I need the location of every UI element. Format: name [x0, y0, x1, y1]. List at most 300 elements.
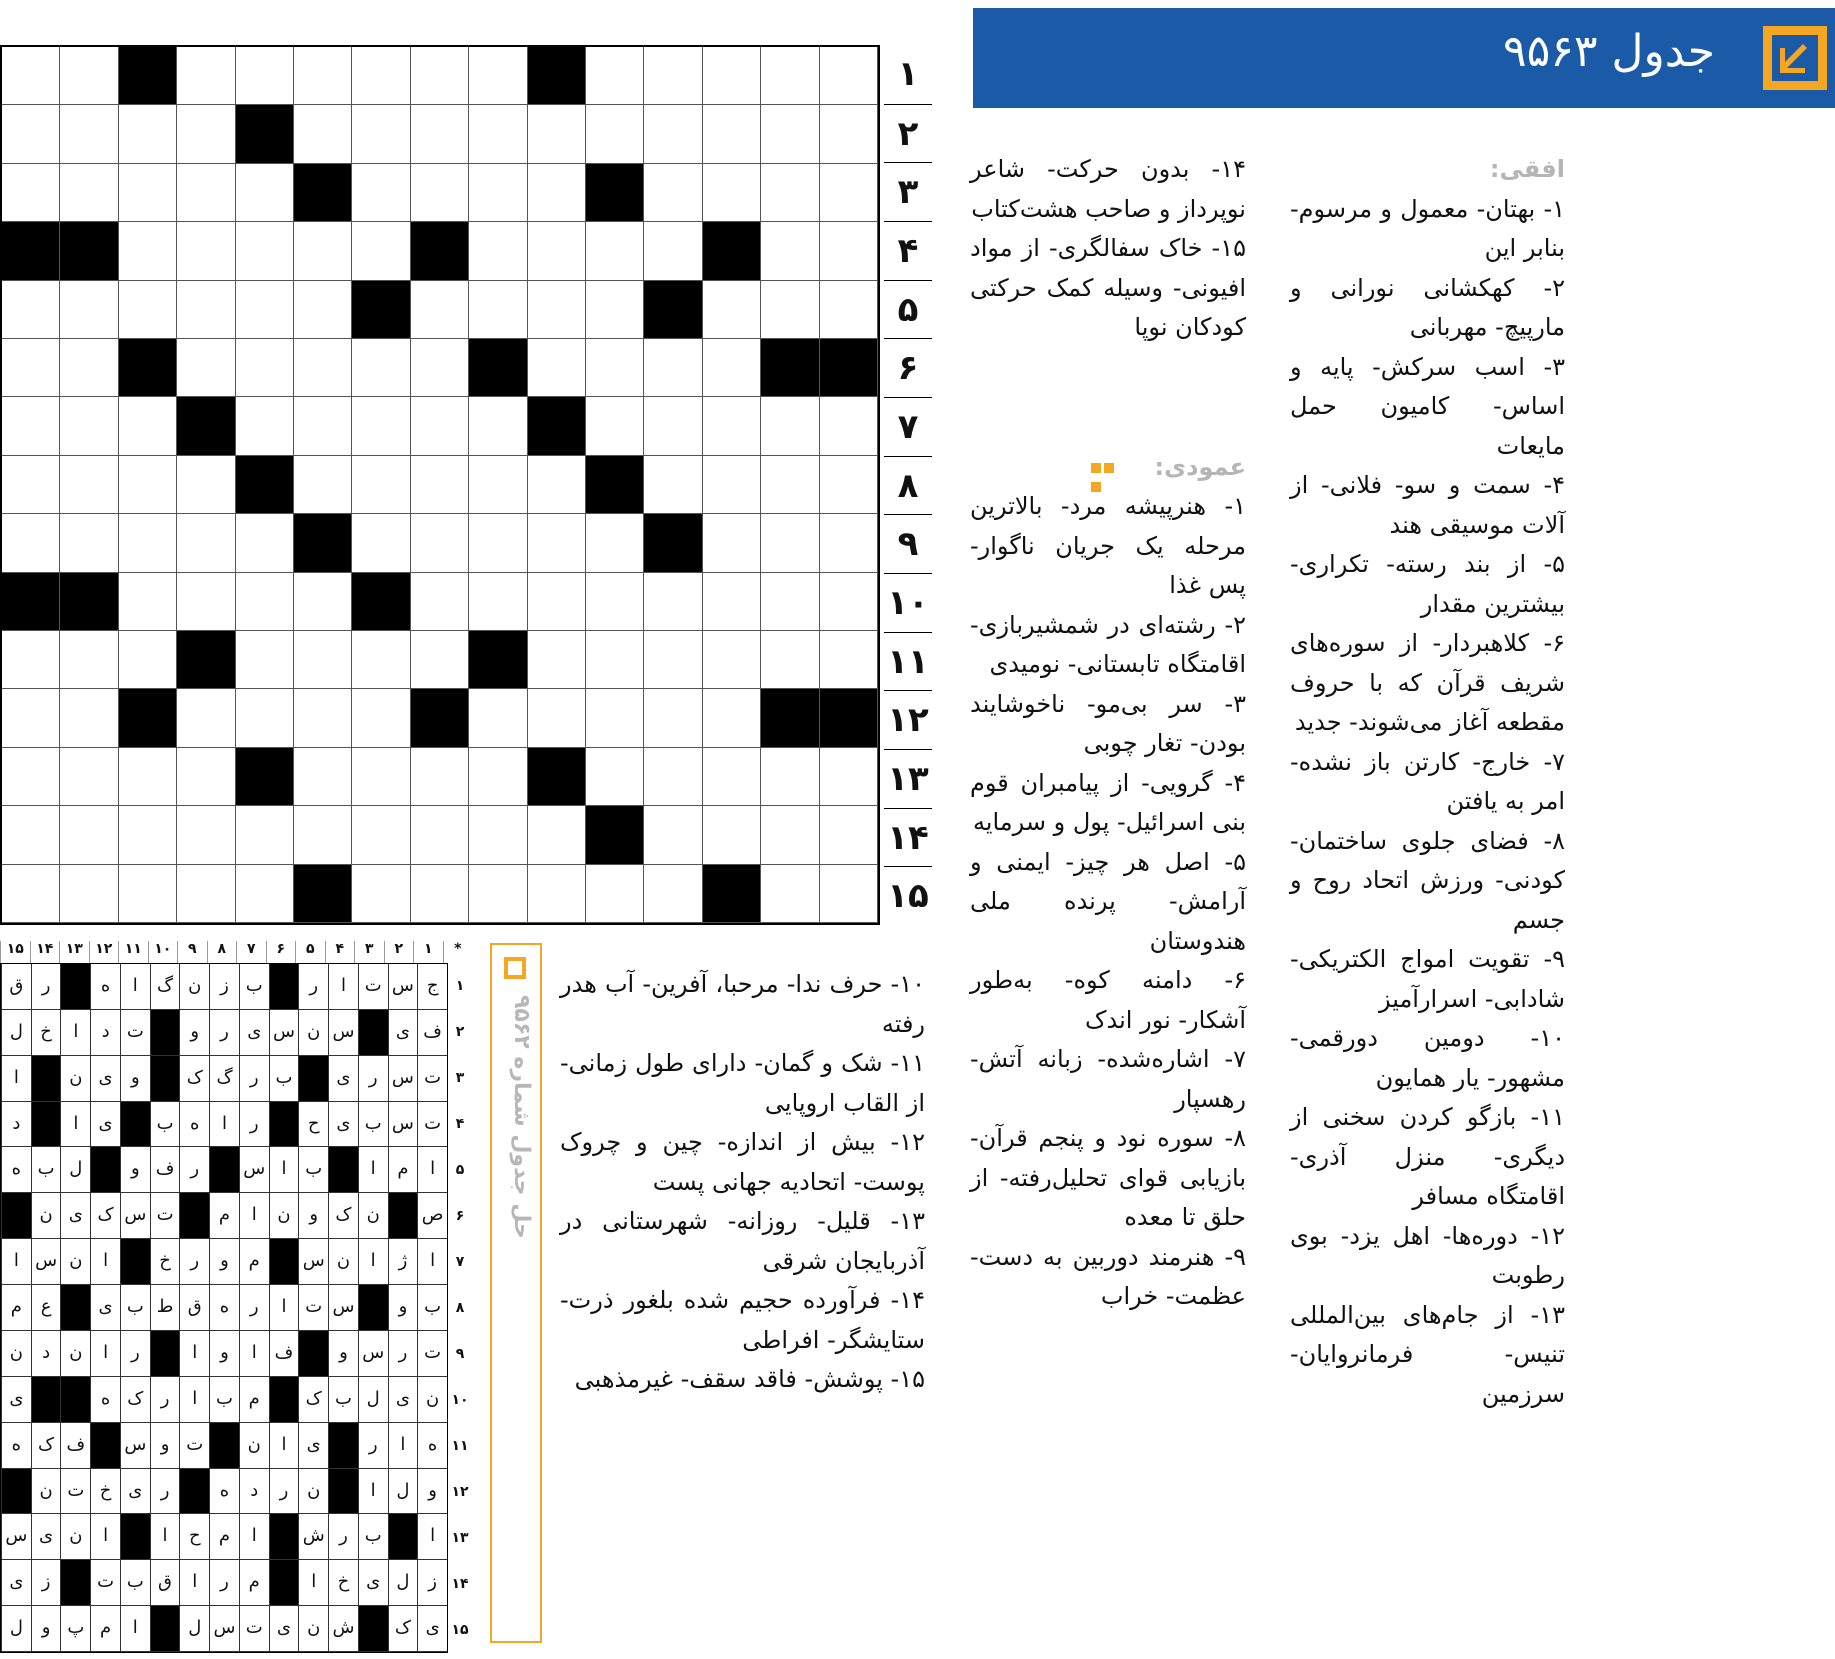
solution-cell: و [417, 1469, 447, 1515]
solution-column-header: * [443, 941, 473, 963]
solution-black-cell [31, 1102, 61, 1148]
solution-cell: و [209, 1331, 239, 1377]
clue-h-5: ۵- از بند رسته- تکراری- بیشترین مقدار [1290, 550, 1565, 618]
grid-cell[interactable] [586, 222, 644, 280]
grid-cell[interactable] [352, 164, 410, 222]
solution-cell: س [358, 1331, 388, 1377]
grid-cell[interactable] [236, 689, 294, 747]
grid-cell[interactable] [177, 514, 235, 572]
grid-cell[interactable] [761, 281, 819, 339]
grid-cell[interactable] [761, 865, 819, 923]
grid-cell[interactable] [2, 514, 60, 572]
grid-cell[interactable] [352, 105, 410, 163]
solution-cell: س [269, 1010, 299, 1056]
grid-cell[interactable] [469, 806, 527, 864]
grid-cell[interactable] [294, 806, 352, 864]
grid-cell[interactable] [60, 689, 118, 747]
grid-cell[interactable] [820, 865, 878, 923]
grid-cell[interactable] [294, 47, 352, 105]
grid-cell[interactable] [411, 164, 469, 222]
solution-cell: ت [120, 1010, 150, 1056]
black-cell [528, 748, 586, 806]
black-cell [586, 456, 644, 514]
grid-cell[interactable] [294, 748, 352, 806]
grid-cell[interactable] [528, 573, 586, 631]
grid-cell[interactable] [236, 281, 294, 339]
grid-cell[interactable] [528, 514, 586, 572]
grid-cell[interactable] [703, 397, 761, 455]
grid-cell[interactable] [761, 573, 819, 631]
grid-cell[interactable] [703, 456, 761, 514]
row-number: ۶ [884, 338, 932, 397]
clue-v-8: ۸- سوره نود و پنجم قرآن- بازیابی قوای تحلیل‌رفته- از حلق تا معده [970, 1124, 1246, 1231]
grid-cell[interactable] [60, 339, 118, 397]
grid-cell[interactable] [820, 748, 878, 806]
grid-cell[interactable] [119, 748, 177, 806]
grid-cell[interactable] [411, 748, 469, 806]
grid-cell[interactable] [60, 105, 118, 163]
grid-cell[interactable] [60, 631, 118, 689]
grid-cell[interactable] [60, 514, 118, 572]
grid-cell[interactable] [294, 105, 352, 163]
grid-cell[interactable] [586, 631, 644, 689]
grid-cell[interactable] [528, 222, 586, 280]
grid-cell[interactable] [177, 806, 235, 864]
grid-cell[interactable] [703, 748, 761, 806]
solution-cell: خ [328, 1560, 358, 1606]
grid-cell[interactable] [644, 456, 702, 514]
grid-cell[interactable] [644, 689, 702, 747]
grid-cell[interactable] [352, 222, 410, 280]
grid-cell[interactable] [469, 865, 527, 923]
grid-cell[interactable] [469, 222, 527, 280]
clue-h-11: ۱۱- بازگو کردن سخنی از دیگری- منزل آذری- اقامتگاه مسافر [1290, 1103, 1565, 1210]
crossword-grid [0, 45, 880, 925]
grid-cell[interactable] [411, 573, 469, 631]
grid-cell[interactable] [469, 573, 527, 631]
grid-cell[interactable] [60, 456, 118, 514]
solution-cell: ی [298, 1423, 328, 1469]
grid-cell[interactable] [411, 397, 469, 455]
grid-cell[interactable] [352, 456, 410, 514]
solution-cell: و [209, 1239, 239, 1285]
grid-cell[interactable] [119, 164, 177, 222]
grid-cell[interactable] [644, 397, 702, 455]
grid-cell[interactable] [761, 748, 819, 806]
grid-cell[interactable] [761, 397, 819, 455]
grid-cell[interactable] [2, 689, 60, 747]
grid-cell[interactable] [761, 164, 819, 222]
grid-cell[interactable] [2, 281, 60, 339]
grid-cell[interactable] [820, 456, 878, 514]
grid-cell[interactable] [469, 397, 527, 455]
solution-cell: ر [31, 964, 61, 1010]
grid-cell[interactable] [294, 281, 352, 339]
grid-cell[interactable] [644, 222, 702, 280]
grid-cell[interactable] [294, 573, 352, 631]
grid-cell[interactable] [294, 631, 352, 689]
solution-cell: س [209, 1606, 239, 1652]
solution-cell: ب [328, 1377, 358, 1423]
grid-cell[interactable] [703, 514, 761, 572]
grid-cell[interactable] [820, 631, 878, 689]
grid-cell[interactable] [703, 689, 761, 747]
grid-cell[interactable] [469, 105, 527, 163]
grid-cell[interactable] [352, 631, 410, 689]
grid-cell[interactable] [703, 806, 761, 864]
grid-cell[interactable] [528, 865, 586, 923]
grid-cell[interactable] [469, 456, 527, 514]
grid-cell[interactable] [60, 397, 118, 455]
solution-cell: و [120, 1056, 150, 1102]
grid-cell[interactable] [469, 164, 527, 222]
grid-cell[interactable] [586, 397, 644, 455]
grid-cell[interactable] [236, 806, 294, 864]
black-cell [236, 105, 294, 163]
grid-cell[interactable] [2, 105, 60, 163]
grid-cell[interactable] [294, 689, 352, 747]
grid-cell[interactable] [761, 222, 819, 280]
grid-cell[interactable] [586, 514, 644, 572]
grid-cell[interactable] [528, 689, 586, 747]
grid-cell[interactable] [236, 514, 294, 572]
grid-cell[interactable] [586, 748, 644, 806]
solution-cell: ا [60, 1010, 90, 1056]
grid-cell[interactable] [528, 164, 586, 222]
solution-cell: ب [209, 1377, 239, 1423]
solution-cell: ن [298, 1469, 328, 1515]
clue-h-4: ۴- سمت و سو- فلانی- از آلات موسیقی هند [1290, 471, 1565, 539]
black-cell [177, 397, 235, 455]
solution-cell: و [328, 1331, 358, 1377]
solution-cell: د [31, 1331, 61, 1377]
solution-black-cell [388, 1514, 418, 1560]
row-number: ۱۴ [884, 808, 932, 867]
solution-cell: ا [239, 1193, 269, 1239]
grid-cell[interactable] [528, 806, 586, 864]
grid-cell[interactable] [528, 456, 586, 514]
black-cell [644, 514, 702, 572]
grid-cell[interactable] [236, 339, 294, 397]
solution-cell: ا [358, 1469, 388, 1515]
grid-cell[interactable] [236, 222, 294, 280]
solution-cell: ی [90, 1285, 120, 1331]
black-cell [294, 865, 352, 923]
solution-cell: ب [120, 1560, 150, 1606]
grid-cell[interactable] [469, 689, 527, 747]
solution-cell: ر [209, 1010, 239, 1056]
grid-cell[interactable] [236, 631, 294, 689]
grid-cell[interactable] [469, 281, 527, 339]
grid-cell[interactable] [236, 164, 294, 222]
grid-cell[interactable] [177, 689, 235, 747]
grid-cell[interactable] [119, 514, 177, 572]
solution-black-cell [120, 1239, 150, 1285]
solution-cell: ت [298, 1285, 328, 1331]
grid-cell[interactable] [60, 47, 118, 105]
grid-cell[interactable] [761, 514, 819, 572]
logo-icon [1763, 26, 1827, 90]
solution-cell: ک [298, 1377, 328, 1423]
solution-black-cell [328, 1423, 358, 1469]
grid-cell[interactable] [469, 514, 527, 572]
solution-cell: ا [1, 1239, 31, 1285]
solution-row-header: ۱۰ [451, 1392, 469, 1408]
grid-cell[interactable] [60, 748, 118, 806]
grid-cell[interactable] [644, 631, 702, 689]
grid-cell[interactable] [352, 514, 410, 572]
clue-h-2: ۲- کهکشانی نورانی و مارپیچ- مهربانی [1290, 273, 1565, 341]
solution-cell: خ [31, 1010, 61, 1056]
grid-cell[interactable] [2, 456, 60, 514]
grid-cell[interactable] [761, 105, 819, 163]
solution-cell: ت [90, 1560, 120, 1606]
solution-cell: ب [298, 1147, 328, 1193]
grid-cell[interactable] [119, 397, 177, 455]
solution-cell: ی [388, 1377, 418, 1423]
black-cell [586, 164, 644, 222]
solution-black-cell [1, 1193, 31, 1239]
grid-cell[interactable] [2, 397, 60, 455]
solution-cell: ن [60, 1331, 90, 1377]
grid-cell[interactable] [352, 806, 410, 864]
grid-cell[interactable] [236, 47, 294, 105]
solution-cell: س [388, 1102, 418, 1148]
clue-v-11: ۱۱- شک و گمان- دارای طول زمانی- از القاب اروپایی [560, 1049, 925, 1117]
grid-cell[interactable] [703, 281, 761, 339]
black-cell [119, 339, 177, 397]
grid-cell[interactable] [352, 47, 410, 105]
grid-cell[interactable] [528, 281, 586, 339]
grid-cell[interactable] [703, 573, 761, 631]
solution-table [0, 941, 472, 1656]
grid-cell[interactable] [236, 865, 294, 923]
grid-cell[interactable] [294, 397, 352, 455]
grid-cell[interactable] [2, 339, 60, 397]
solution-cell: س [298, 1239, 328, 1285]
grid-cell[interactable] [2, 631, 60, 689]
grid-cell[interactable] [469, 47, 527, 105]
grid-cell[interactable] [820, 222, 878, 280]
grid-cell[interactable] [586, 689, 644, 747]
grid-cell[interactable] [177, 573, 235, 631]
solution-row-header: ۱ [455, 978, 465, 994]
solution-cell: خ [90, 1469, 120, 1515]
grid-cell[interactable] [703, 105, 761, 163]
grid-cell[interactable] [644, 164, 702, 222]
grid-cell[interactable] [820, 573, 878, 631]
solution-column-header: ۷ [236, 941, 266, 963]
solution-cell: س [120, 1193, 150, 1239]
grid-cell[interactable] [352, 689, 410, 747]
grid-cell[interactable] [177, 222, 235, 280]
solution-cell: ر [209, 1560, 239, 1606]
grid-cell[interactable] [820, 281, 878, 339]
grid-cell[interactable] [294, 456, 352, 514]
solution-cell: ی [90, 1102, 120, 1148]
grid-cell[interactable] [119, 456, 177, 514]
grid-cell[interactable] [411, 514, 469, 572]
grid-cell[interactable] [703, 47, 761, 105]
grid-cell[interactable] [119, 573, 177, 631]
grid-cell[interactable] [411, 806, 469, 864]
grid-cell[interactable] [2, 164, 60, 222]
grid-cell[interactable] [528, 105, 586, 163]
grid-cell[interactable] [2, 47, 60, 105]
solution-black-cell [298, 1331, 328, 1377]
grid-cell[interactable] [352, 865, 410, 923]
solution-cell: س [31, 1239, 61, 1285]
solution-cell: ب [358, 1102, 388, 1148]
grid-cell[interactable] [820, 397, 878, 455]
solution-cell: ا [179, 1331, 209, 1377]
solution-cell: ا [417, 1239, 447, 1285]
row-number: ۱۵ [884, 866, 932, 925]
grid-cell[interactable] [528, 631, 586, 689]
grid-cell[interactable] [411, 631, 469, 689]
solution-column-header: ۱۲ [89, 941, 119, 963]
grid-cell[interactable] [177, 748, 235, 806]
solution-cell: ه [1, 1423, 31, 1469]
grid-cell[interactable] [294, 222, 352, 280]
grid-cell[interactable] [586, 105, 644, 163]
solution-cell: خ [150, 1239, 180, 1285]
grid-cell[interactable] [761, 631, 819, 689]
clue-v-14: ۱۴- فرآورده حجیم شده بلغور ذرت- ستایشگر- افراطی [560, 1286, 925, 1354]
grid-cell[interactable] [119, 281, 177, 339]
solution-cell: ت [417, 1056, 447, 1102]
grid-cell[interactable] [644, 47, 702, 105]
solution-cell: ر [358, 1423, 388, 1469]
grid-cell[interactable] [644, 806, 702, 864]
grid-cell[interactable] [411, 281, 469, 339]
solution-cell: ک [120, 1377, 150, 1423]
grid-cell[interactable] [60, 281, 118, 339]
grid-cell[interactable] [411, 105, 469, 163]
grid-cell[interactable] [236, 397, 294, 455]
black-cell [60, 573, 118, 631]
grid-cell[interactable] [352, 748, 410, 806]
grid-cell[interactable] [119, 222, 177, 280]
solution-cell: س [328, 1010, 358, 1056]
grid-cell[interactable] [2, 806, 60, 864]
solution-cell: ل [179, 1606, 209, 1652]
solution-cell: ز [209, 964, 239, 1010]
grid-cell[interactable] [119, 631, 177, 689]
solution-column-header: ۸ [207, 941, 237, 963]
black-cell [236, 456, 294, 514]
grid-cell[interactable] [60, 806, 118, 864]
grid-cell[interactable] [411, 865, 469, 923]
grid-cell[interactable] [2, 748, 60, 806]
grid-cell[interactable] [177, 456, 235, 514]
grid-cell[interactable] [761, 456, 819, 514]
grid-cell[interactable] [60, 865, 118, 923]
vertical-clues-continued [560, 965, 925, 1400]
row-number: ۲ [884, 104, 932, 163]
solution-row-header: ۲ [455, 1024, 465, 1040]
solution-cell: ر [150, 1377, 180, 1423]
solution-cell: ر [239, 1102, 269, 1148]
grid-cell[interactable] [60, 164, 118, 222]
grid-cell[interactable] [411, 456, 469, 514]
grid-cell[interactable] [586, 573, 644, 631]
solution-cell: ا [269, 1285, 299, 1331]
solution-cell: پ [60, 1606, 90, 1652]
clue-v-5: ۵- اصل هر چیز- ایمنی و آرامش- پرنده ملی هندوستان [970, 847, 1246, 955]
grid-cell[interactable] [586, 281, 644, 339]
grid-cell[interactable] [294, 339, 352, 397]
clue-v-2: ۲- رشته‌ای در شمشیربازی- اقامتگاه تابستانی- نومیدی [970, 610, 1246, 678]
grid-cell[interactable] [177, 281, 235, 339]
grid-cell[interactable] [820, 806, 878, 864]
grid-cell[interactable] [119, 105, 177, 163]
solution-cell: د [90, 1010, 120, 1056]
grid-cell[interactable] [586, 339, 644, 397]
grid-cell[interactable] [352, 397, 410, 455]
grid-cell[interactable] [703, 631, 761, 689]
grid-cell[interactable] [236, 573, 294, 631]
grid-cell[interactable] [119, 806, 177, 864]
grid-cell[interactable] [761, 47, 819, 105]
grid-cell[interactable] [177, 164, 235, 222]
solution-cell: ع [31, 1285, 61, 1331]
grid-cell[interactable] [761, 806, 819, 864]
grid-cell[interactable] [177, 865, 235, 923]
grid-cell[interactable] [528, 339, 586, 397]
grid-cell[interactable] [119, 865, 177, 923]
clue-h-15: ۱۵- خاک سفالگری- از مواد افیونی- وسیله کمک حرکتی کودکان نوپا [970, 234, 1246, 341]
grid-cell[interactable] [703, 164, 761, 222]
solution-cell: ی [90, 1056, 120, 1102]
grid-cell[interactable] [177, 105, 235, 163]
solution-cell: م [239, 1560, 269, 1606]
grid-cell[interactable] [644, 865, 702, 923]
clue-h-1: ۱- بهتان- معمول و مرسوم- بنابر این [1290, 194, 1565, 262]
solution-cell: ر [239, 1056, 269, 1102]
middle-clues [970, 150, 1246, 1317]
solution-cell: س [120, 1423, 150, 1469]
solution-row-headers [448, 963, 472, 1653]
grid-cell[interactable] [469, 748, 527, 806]
grid-cell[interactable] [644, 573, 702, 631]
grid-cell[interactable] [703, 339, 761, 397]
grid-cell[interactable] [820, 47, 878, 105]
grid-cell[interactable] [411, 47, 469, 105]
solution-cell: ر [298, 964, 328, 1010]
grid-cell[interactable] [411, 339, 469, 397]
grid-cell[interactable] [177, 339, 235, 397]
solution-cell: ن [60, 1514, 90, 1560]
solution-row-header: ۶ [455, 1208, 465, 1224]
grid-cell[interactable] [644, 748, 702, 806]
solution-cell: ت [60, 1469, 90, 1515]
grid-cell[interactable] [644, 105, 702, 163]
grid-cell[interactable] [586, 865, 644, 923]
solution-cell: ل [60, 1147, 90, 1193]
solution-cell: ی [120, 1469, 150, 1515]
grid-cell[interactable] [820, 164, 878, 222]
grid-cell[interactable] [586, 47, 644, 105]
grid-cell[interactable] [177, 47, 235, 105]
grid-cell[interactable] [2, 865, 60, 923]
grid-cell[interactable] [820, 105, 878, 163]
solution-cell: ق [179, 1285, 209, 1331]
grid-cell[interactable] [820, 514, 878, 572]
grid-cell[interactable] [644, 339, 702, 397]
grid-cell[interactable] [352, 339, 410, 397]
black-cell [177, 631, 235, 689]
